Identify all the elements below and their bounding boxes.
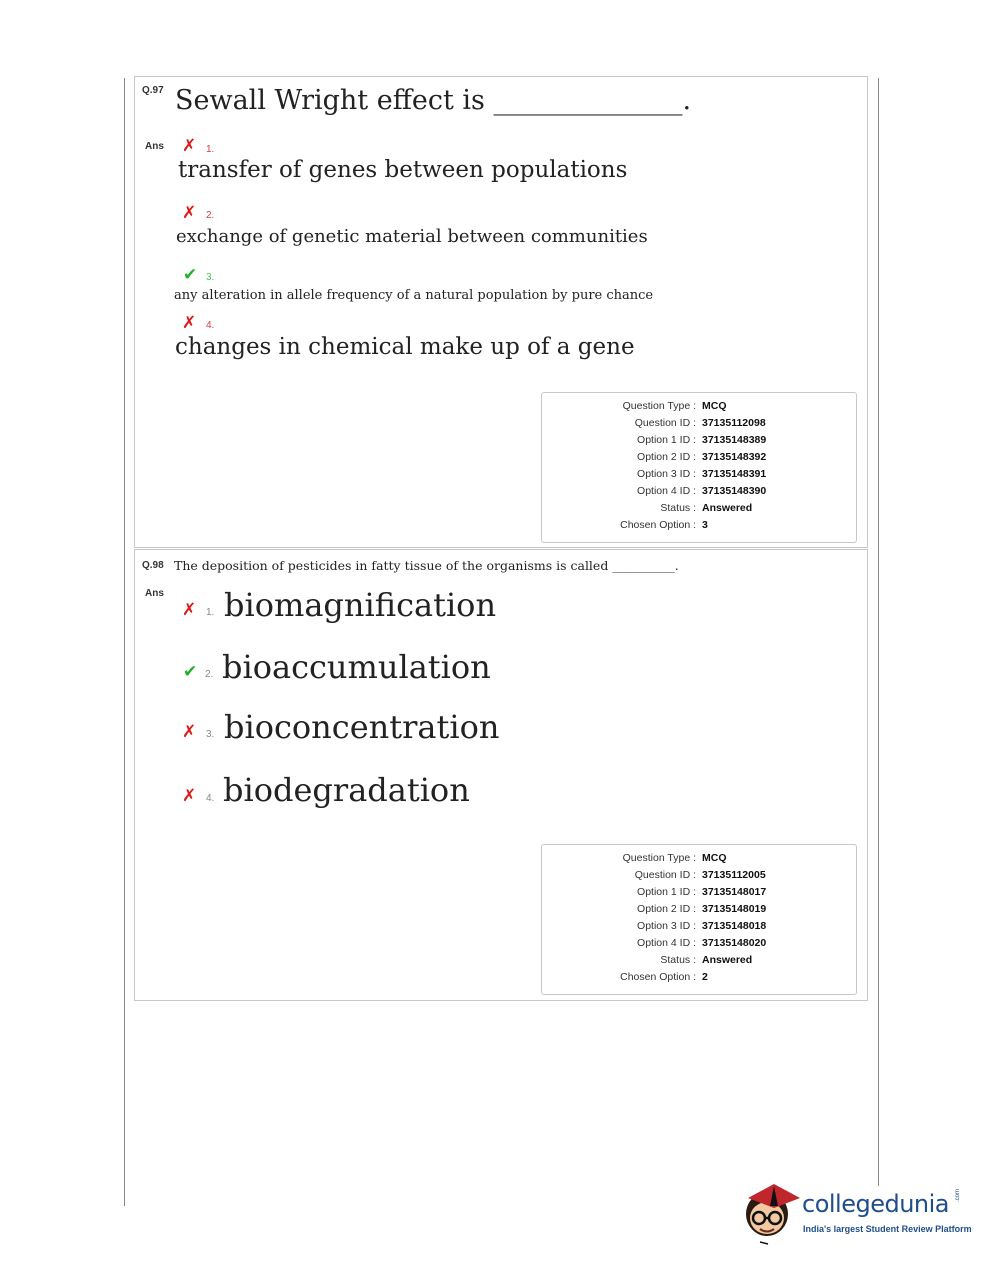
info-label: Option 3 ID : [637, 468, 696, 480]
page-border-right [878, 78, 879, 1186]
question-block-98 [134, 549, 868, 1001]
brand-suffix: .com [955, 1188, 961, 1202]
info-label: Status : [660, 954, 696, 966]
info-label: Question ID : [634, 869, 696, 881]
brand-tagline: India's largest Student Review Platform [803, 1224, 972, 1234]
info-row-option-1-id [542, 886, 856, 903]
info-row-option-2-id [542, 903, 856, 920]
option-number: 2. [206, 210, 215, 221]
question-text: Sewall Wright effect is ______________. [175, 85, 692, 116]
info-value: MCQ [702, 852, 727, 864]
info-row-chosen-option [542, 971, 856, 988]
info-label: Option 2 ID : [637, 451, 696, 463]
info-value: 37135148018 [702, 920, 767, 932]
question-number: Q.98 [142, 560, 164, 571]
cross-icon: ✗ [182, 722, 197, 742]
info-row-question-type [542, 852, 856, 869]
info-label: Option 4 ID : [637, 485, 696, 497]
option-number: 4. [206, 793, 215, 804]
option-number: 1. [206, 144, 215, 155]
info-row-chosen-option [542, 519, 856, 536]
info-value: Answered [702, 954, 753, 966]
info-value: 37135112005 [702, 869, 766, 881]
info-row-question-id [542, 869, 856, 886]
info-row-option-4-id [542, 485, 856, 502]
question-info-box [541, 844, 857, 995]
info-row-option-3-id [542, 468, 856, 485]
info-row-status [542, 502, 856, 519]
info-label: Question Type : [622, 852, 696, 864]
info-row-option-2-id [542, 451, 856, 468]
info-label: Chosen Option : [620, 519, 696, 531]
option-text: biodegradation [223, 771, 470, 809]
check-icon: ✔ [183, 662, 198, 682]
question-text: The deposition of pesticides in fatty tissue of the organisms is called __________. [174, 558, 679, 573]
option-text: exchange of genetic material between communities [176, 226, 648, 247]
mascot-icon [742, 1176, 802, 1246]
option-number: 2. [205, 669, 214, 680]
option-number: 1. [206, 607, 215, 618]
info-label: Status : [660, 502, 696, 514]
info-value: 37135148019 [702, 903, 767, 915]
info-row-status [542, 954, 856, 971]
info-label: Option 1 ID : [637, 434, 696, 446]
info-value: Answered [702, 502, 753, 514]
info-value: 37135148391 [702, 468, 767, 480]
option-number: 3. [206, 272, 215, 283]
answer-label: Ans [145, 141, 164, 152]
info-value: 37135148390 [702, 485, 767, 497]
info-value: 37135148389 [702, 434, 767, 446]
option-text: biomagnification [224, 586, 497, 624]
info-row-option-4-id [542, 937, 856, 954]
info-value: 2 [702, 971, 708, 983]
cross-icon: ✗ [182, 600, 197, 620]
check-icon: ✔ [183, 265, 198, 285]
info-label: Chosen Option : [620, 971, 696, 983]
info-row-question-type [542, 400, 856, 417]
info-label: Question ID : [634, 417, 696, 429]
info-label: Option 3 ID : [637, 920, 696, 932]
info-value: MCQ [702, 400, 727, 412]
question-block-97 [134, 76, 868, 548]
option-text: transfer of genes between populations [178, 157, 628, 183]
info-label: Option 1 ID : [637, 886, 696, 898]
cross-icon: ✗ [182, 136, 197, 156]
question-number: Q.97 [142, 85, 164, 96]
option-number: 4. [206, 320, 215, 331]
cross-icon: ✗ [182, 313, 197, 333]
info-value: 37135148020 [702, 937, 767, 949]
info-label: Option 2 ID : [637, 903, 696, 915]
option-text: any alteration in allele frequency of a natural population by pure chance [174, 288, 654, 303]
option-text: bioconcentration [224, 708, 500, 746]
question-info-box [541, 392, 857, 543]
option-text: bioaccumulation [222, 648, 491, 686]
info-value: 3 [702, 519, 708, 531]
cross-icon: ✗ [182, 203, 197, 223]
info-row-question-id [542, 417, 856, 434]
cross-icon: ✗ [182, 786, 197, 806]
collegedunia-logo[interactable] [742, 1176, 972, 1246]
info-label: Option 4 ID : [637, 937, 696, 949]
info-value: 37135148392 [702, 451, 767, 463]
brand-name: collegedunia [802, 1190, 950, 1218]
option-text: changes in chemical make up of a gene [175, 334, 635, 360]
page-border-left [124, 78, 125, 1206]
option-number: 3. [206, 729, 215, 740]
info-value: 37135112098 [702, 417, 766, 429]
info-label: Question Type : [622, 400, 696, 412]
answer-label: Ans [145, 588, 164, 599]
info-row-option-1-id [542, 434, 856, 451]
info-value: 37135148017 [702, 886, 767, 898]
info-row-option-3-id [542, 920, 856, 937]
